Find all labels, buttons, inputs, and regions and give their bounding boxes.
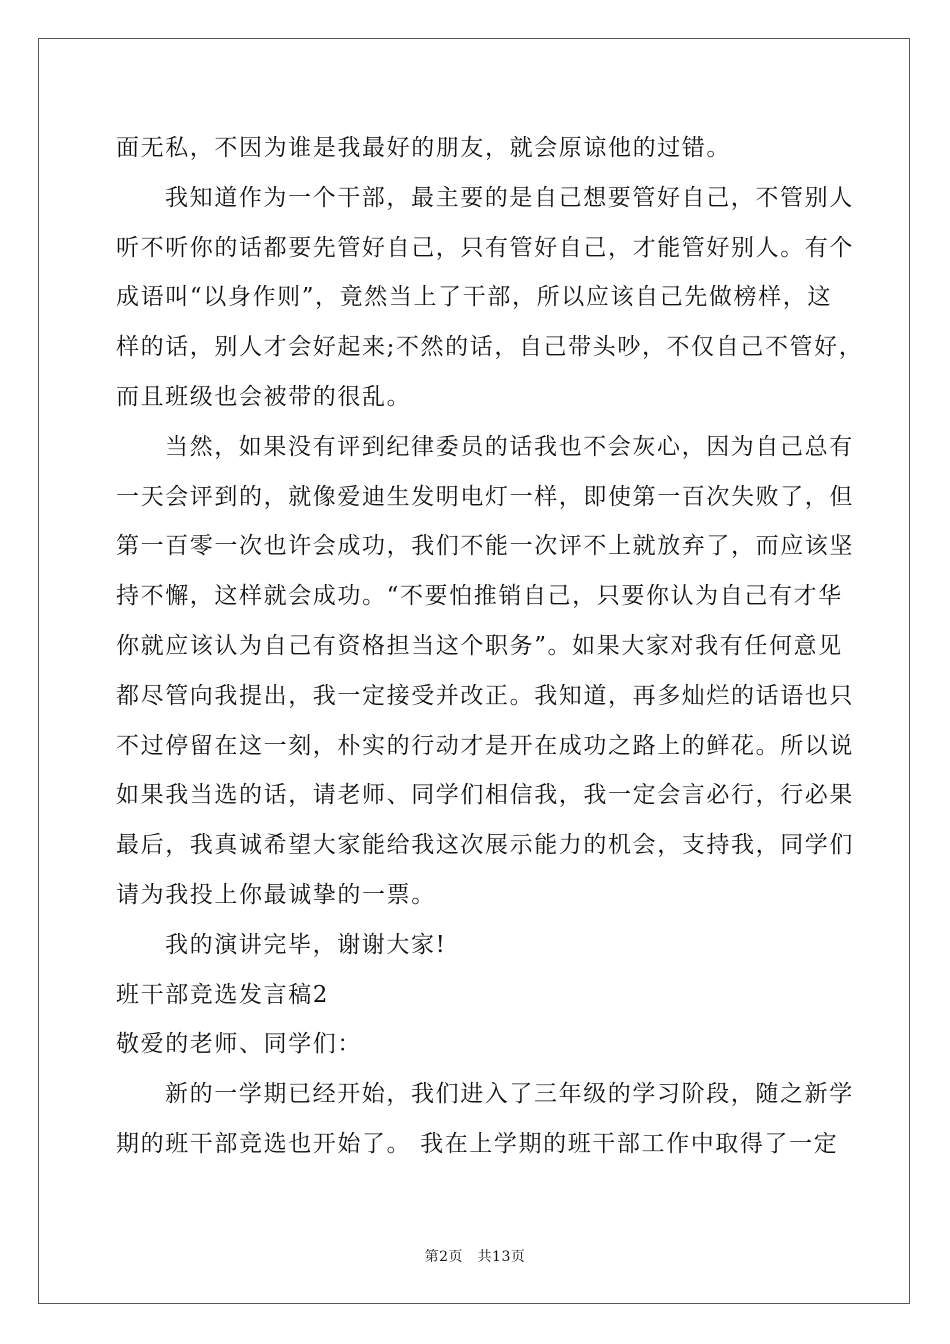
text-line-2: 我知道作为一个干部，最主要的是自己想要管好自己，不管别人 [165, 184, 854, 211]
text-line-9: 第一百零一次也许会成功，我们不能一次评不上就放弃了，而应该坚 [116, 533, 854, 560]
text-line-21: 期的班干部竞选也开始了。 我在上学期的班干部工作中取得了一定 [116, 1130, 839, 1157]
text-line-15: 最后，我真诚希望大家能给我这次展示能力的机会，支持我，同学们 [116, 832, 854, 859]
text-line-17: 我的演讲完毕，谢谢大家! [165, 931, 447, 958]
text-line-11: 你就应该认为自己有资格担当这个职务”。如果大家对我有任何意见 [116, 632, 843, 659]
text-line-6: 而且班级也会被带的很乱。 [116, 383, 412, 410]
text-line-16: 请为我投上你最诚挚的一票。 [116, 881, 436, 908]
text-line-5: 样的话，别人才会好起来;不然的话，自己带头吵，不仅自己不管好， [116, 334, 864, 361]
text-line-10: 持不懈，这样就会成功。“不要怕推销自己，只要你认为自己有才华 [116, 583, 843, 610]
section-title: 班干部竞选发言稿2 [116, 981, 330, 1008]
text-line-7: 当然，如果没有评到纪律委员的话我也不会灰心，因为自己总有 [165, 433, 854, 460]
text-line-13: 不过停留在这一刻，朴实的行动才是开在成功之路上的鲜花。所以说 [116, 732, 854, 759]
text-line-4: 成语叫“以身作则”，竟然当上了干部，所以应该自己先做榜样，这 [116, 284, 832, 311]
salutation: 敬爱的老师、同学们： [116, 1031, 362, 1058]
document-body [116, 128, 864, 1174]
text-line-12: 都尽管向我提出，我一定接受并改正。我知道，再多灿烂的话语也只 [116, 682, 854, 709]
text-line-3: 听不听你的话都要先管好自己，只有管好自己，才能管好别人。有个 [116, 234, 854, 261]
text-line-20: 新的一学期已经开始，我们进入了三年级的学习阶段，随之新学 [165, 1081, 854, 1108]
page-number-footer: 第2页 共13页 [424, 1249, 526, 1265]
text-line-14: 如果我当选的话，请老师、同学们相信我，我一定会言必行，行必果 [116, 782, 854, 809]
text-line-1: 面无私，不因为谁是我最好的朋友，就会原谅他的过错。 [116, 135, 731, 161]
text-line-8: 一天会评到的，就像爱迪生发明电灯一样，即使第一百次失败了，但 [116, 483, 854, 510]
